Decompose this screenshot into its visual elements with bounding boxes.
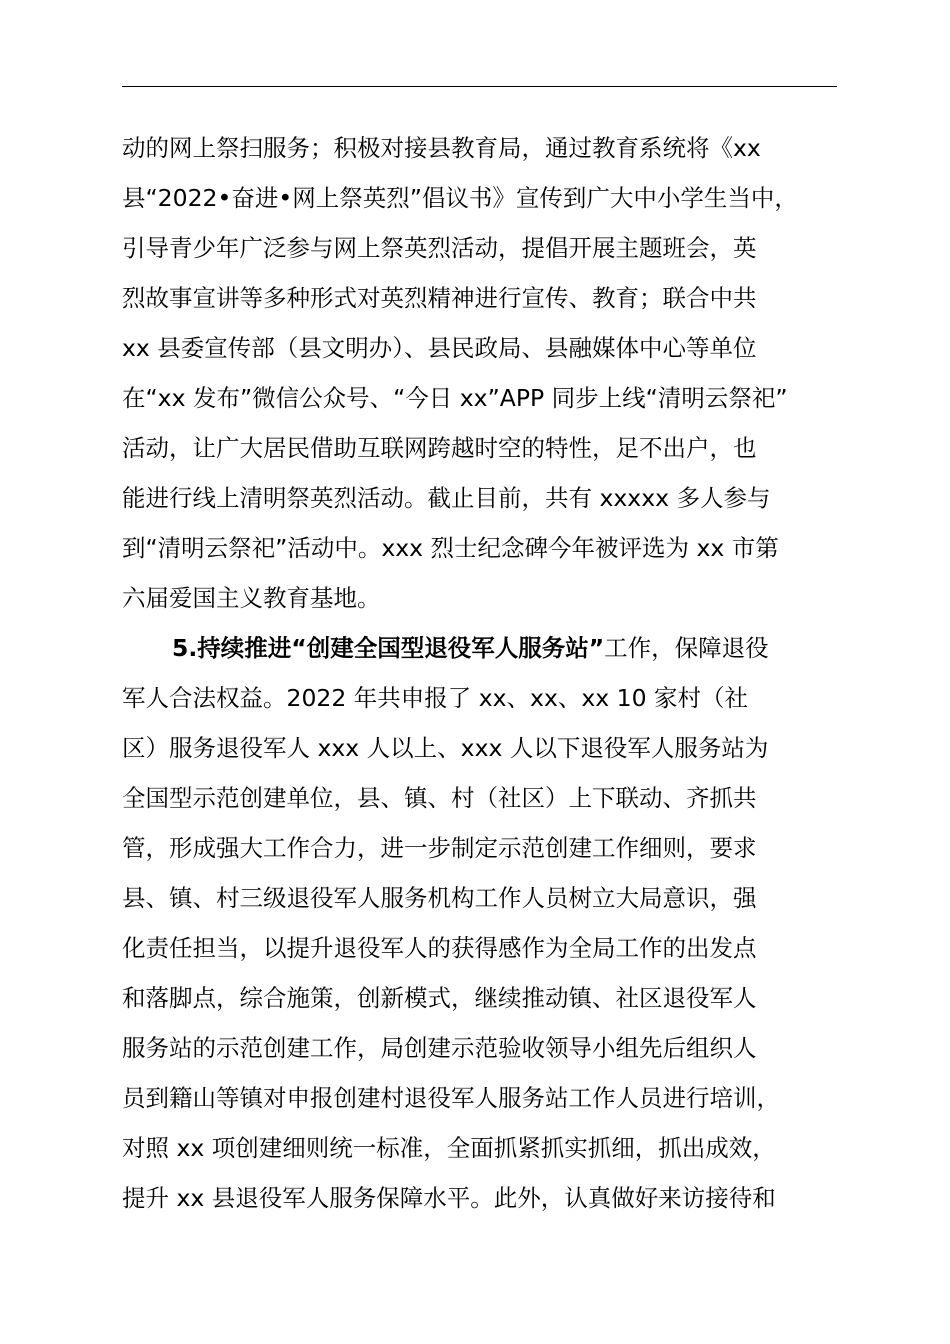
text-line: 军人合法权益。2022 年共申报了 xx、xx、xx 10 家村（社 bbox=[122, 684, 749, 712]
text-line: 管，形成强大工作合力，进一步制定示范创建工作细则，要求 bbox=[122, 834, 757, 862]
text-line: 在“xx 发布”微信公众号、“今日 xx”APP 同步上线“清明云祭祀” bbox=[122, 384, 788, 412]
text-line: 县、镇、村三级退役军人服务机构工作人员树立大局意识，强 bbox=[122, 884, 757, 912]
text-line: 区）服务退役军人 xxx 人以上、xxx 人以下退役军人服务站为 bbox=[122, 734, 769, 762]
text-line: 化责任担当，以提升退役军人的获得感作为全局工作的出发点 bbox=[122, 934, 757, 962]
text-line: 对照 xx 项创建细则统一标准，全面抓紧抓实抓细，抓出成效， bbox=[122, 1134, 776, 1162]
text-line: 能进行线上清明祭英烈活动。截止目前，共有 xxxxx 多人参与 bbox=[122, 484, 771, 512]
text-line: 烈故事宣讲等多种形式对英烈精神进行宣传、教育；联合中共 bbox=[122, 284, 757, 312]
text-line: 提升 xx 县退役军人服务保障水平。此外，认真做好来访接待和 bbox=[122, 1184, 776, 1212]
text-line: 动的网上祭扫服务；积极对接县教育局，通过教育系统将《xx bbox=[122, 134, 761, 162]
text-line: 和落脚点，综合施策，创新模式，继续推动镇、社区退役军人 bbox=[122, 984, 757, 1012]
text-line: 员到籍山等镇对申报创建村退役军人服务站工作人员进行培训， bbox=[122, 1084, 780, 1112]
section-heading: 5.持续推进“创建全国型退役军人服务站” bbox=[172, 634, 605, 662]
text-line: 引导青少年广泛参与网上祭英烈活动，提倡开展主题班会，英 bbox=[122, 234, 757, 262]
text-line: xx 县委宣传部（县文明办）、县民政局、县融媒体中心等单位 bbox=[122, 334, 757, 362]
text-line: 全国型示范创建单位，县、镇、村（社区）上下联动、齐抓共 bbox=[122, 784, 757, 812]
section-heading-line bbox=[172, 628, 769, 678]
text-line: 服务站的示范创建工作，局创建示范验收领导小组先后组织人 bbox=[122, 1034, 757, 1062]
text-line: 到“清明云祭祀”活动中。xxx 烈士纪念碑今年被评选为 xx 市第 bbox=[122, 534, 779, 562]
text-line: 六届爱国主义教育基地。 bbox=[122, 584, 381, 612]
header-rule bbox=[122, 86, 837, 87]
text-line: 县“2022•奋进•网上祭英烈”倡议书》宣传到广大中小学生当中， bbox=[122, 184, 798, 212]
section-heading-rest: 工作，保障退役 bbox=[604, 634, 769, 662]
text-line: 活动，让广大居民借助互联网跨越时空的特性，足不出户，也 bbox=[122, 434, 757, 462]
